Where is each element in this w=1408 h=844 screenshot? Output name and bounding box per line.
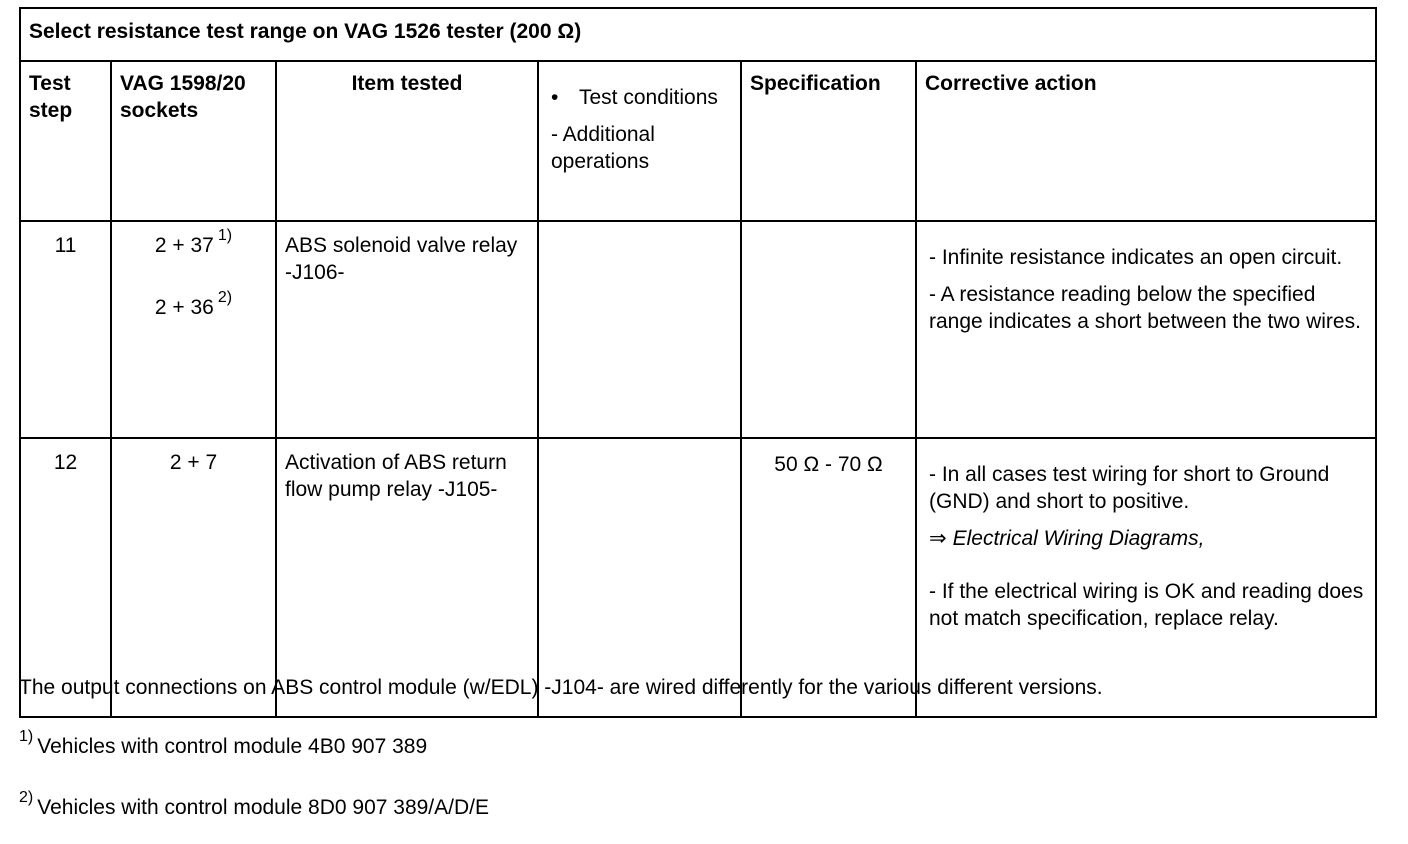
footnote-ref: 1) [217, 227, 233, 244]
row-sockets [111, 221, 276, 438]
row-specification: 50 Ω - 70 Ω [741, 438, 916, 717]
footnote-2 [19, 789, 489, 820]
action-text: - In all cases test wiring for short to Ground (GND) and short to positive. [929, 463, 1330, 513]
row-item: ABS solenoid valve relay -J106- [276, 221, 538, 438]
header-test-step: Test step [20, 61, 111, 221]
footnote-mark: 1) [19, 728, 34, 745]
footnote-1 [19, 728, 428, 759]
header-additional-operations: - Additional operations [551, 123, 655, 173]
header-specification: Specification [741, 61, 916, 221]
footnote-text: Vehicles with control module 8D0 907 389/A/D/E [37, 796, 489, 819]
action-text: - A resistance reading below the specified range indicates a short between the two wires. [929, 283, 1361, 333]
table-title: Select resistance test range on VAG 1526 tester (200 Ω) [20, 8, 1376, 61]
socket-pair: 2 + 7 [169, 451, 218, 474]
table-row [20, 221, 1376, 438]
row-item: Activation of ABS return flow pump relay -J105- [276, 438, 538, 717]
socket-pair: 2 + 37 [154, 234, 214, 257]
row-step: 12 [20, 438, 111, 717]
arrow-right-icon: ⇒ [929, 527, 947, 550]
header-corrective-action: Corrective action [916, 61, 1376, 221]
wiring-diagram-link[interactable] [929, 525, 1365, 552]
footnote-ref: 2) [217, 289, 233, 306]
xref-text: Electrical Wiring Diagrams, [952, 527, 1205, 550]
footnote-text: Vehicles with control module 4B0 907 389 [37, 735, 428, 758]
header-item-tested: Item tested [276, 61, 538, 221]
row-specification [741, 221, 916, 438]
row-step: 11 [20, 221, 111, 438]
row-actions [916, 221, 1376, 438]
action-text: - If the electrical wiring is OK and reading does not match specification, replace relay. [929, 580, 1364, 630]
socket-pair: 2 + 36 [154, 296, 214, 319]
wiring-note: The output connections on ABS control module (w/EDL) -J104- are wired differently for the various different versions. [19, 676, 1103, 699]
row-conditions [538, 221, 741, 438]
action-text: - Infinite resistance indicates an open circuit. [929, 246, 1343, 269]
header-sockets: VAG 1598/20 sockets [111, 61, 276, 221]
header-test-conditions: Test conditions [579, 86, 718, 109]
header-conditions [538, 61, 741, 221]
footnote-mark: 2) [19, 789, 34, 806]
test-table [19, 7, 1377, 718]
bullet-icon: • [551, 86, 559, 109]
